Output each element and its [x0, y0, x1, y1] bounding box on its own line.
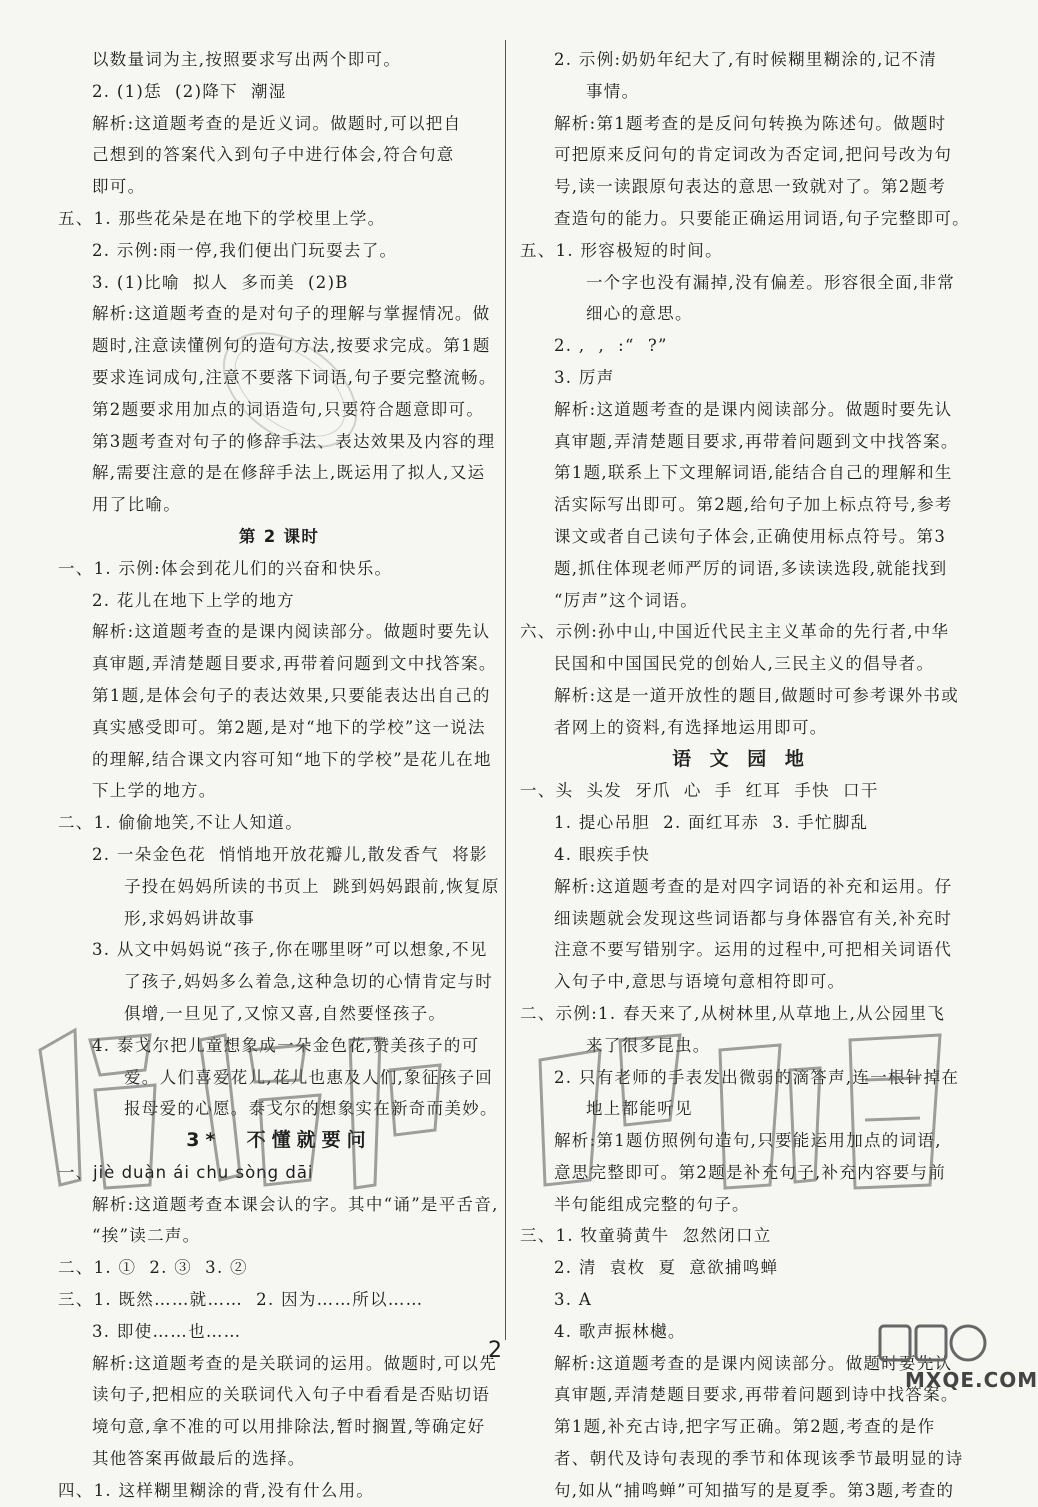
right-text-line: 一个字也没有漏掉,没有偏差。形容很全面,非常 [586, 272, 956, 292]
watermark-graphic-left [20, 1010, 460, 1195]
left-text-line: 了孩子,妈妈多么着急,这种急切的心情肯定与时 [124, 972, 494, 992]
left-text-line: 的理解,结合课文内容可知“地下的学校”是花儿在地 [92, 749, 492, 769]
left-text-line: 报母爱的心愿。泰戈尔的想象实在新奇而美妙。 [124, 1099, 498, 1119]
right-text-line: “厉声”这个词语。 [554, 590, 699, 610]
right-text-line: 第1题,联系上下文理解词语,能结合自己的理解和生 [554, 463, 953, 483]
left-column [58, 44, 500, 1507]
left-text-line: 真实感受即可。第2题,是对“地下的学校”这一说法 [92, 717, 486, 737]
left-text-line: 4. 泰戈尔把儿童想象成一朵金色花,赞美孩子的可 [92, 1035, 480, 1055]
right-text-line: 号,读一读跟原句表达的意思一致就对了。第2题考 [554, 177, 947, 197]
right-text-line: 者、朝代及诗句表现的季节和体现该季节最明显的诗 [554, 1449, 964, 1469]
right-text-line: 半句能组成完整的句子。 [554, 1194, 750, 1214]
right-text-line: 三、1. 牧童骑黄牛 忽然闭口立 [520, 1226, 772, 1246]
left-text-line: 三、1. 既然……就…… 2. 因为……所以…… [58, 1290, 424, 1310]
right-text-line: 解析:这道题考查的是对四字词语的补充和运用。仔 [554, 876, 953, 896]
left-text-line: 俱增,一旦见了,又惊又喜,自然要怪孩子。 [124, 1003, 447, 1023]
left-text-line: 解析:这道题考查的是近义词。做题时,可以把自 [92, 113, 462, 133]
left-text-line: 下上学的地方。 [92, 781, 217, 801]
column-divider [505, 40, 506, 1340]
right-text-line: 事情。 [586, 81, 640, 101]
right-text-line: 细心的意思。 [586, 304, 693, 324]
right-text-line: 1. 提心吊胆 2. 面红耳赤 3. 手忙脚乱 [554, 813, 869, 833]
right-text-line: 4. 眼疾手快 [554, 844, 651, 864]
left-text-line: 一、jiè duàn ái chu sòng dāi [58, 1162, 314, 1182]
left-text-line: 五、1. 那些花朵是在地下的学校里上学。 [58, 208, 386, 228]
logo-text: MXQE.COM [905, 1368, 1038, 1392]
left-text-line: 解析:这道题考查本课会认的字。其中“诵”是平舌音, [92, 1194, 499, 1214]
left-text-line: 真审题,弄清楚题目要求,再带着问题到文中找答案。 [92, 654, 497, 674]
left-text-line: 解析:这道题考查的是关联词的运用。做题时,可以先 [92, 1353, 498, 1373]
right-text-line: 2. 清 袁枚 夏 意欲捕鸣蝉 [554, 1258, 779, 1278]
right-text-line: 4. 歌声振林樾。 [554, 1321, 686, 1341]
left-text-line: 形,求妈妈讲故事 [124, 908, 256, 928]
right-text-line: 来了很多昆虫。 [586, 1035, 711, 1055]
left-text-line: 子投在妈妈所读的书页上 跳到妈妈跟前,恢复原 [124, 876, 500, 896]
left-text-line: 四、1. 这样糊里糊涂的背,没有什么用。 [58, 1480, 375, 1500]
left-text-line: 2. 花儿在地下上学的地方 [92, 590, 295, 610]
left-text-line: 第3题考查对句子的修辞手法、表达效果及内容的理 [92, 431, 496, 451]
left-text-line: 3. 即使……也…… [92, 1321, 242, 1341]
right-text-line: 细读题就会发现这些词语都与身体器官有关,补充时 [554, 908, 953, 928]
right-text-line: 二、示例:1. 春天来了,从树林里,从草地上,从公园里飞 [520, 1003, 946, 1023]
right-text-line: 入句子中,意思与语境句意相符即可。 [554, 972, 846, 992]
watermark-graphic-right [520, 1010, 960, 1195]
left-text-line: 解析:这道题考查的是课内阅读部分。做题时要先认 [92, 622, 491, 642]
right-text-line: 2. 只有老师的手表发出微弱的滴答声,连一根针掉在 [554, 1067, 960, 1087]
left-text-line: 题时,注意读懂例句的造句方法,按要求完成。第1题 [92, 336, 491, 356]
left-text-line: 即可。 [92, 177, 146, 197]
right-text-line: 句,如从“捕鸣蝉”可知描写的是夏季。第3题,考查的 [554, 1480, 955, 1500]
right-text-line: 解析:这道题考查的是课内阅读部分。做题时要先认 [554, 399, 953, 419]
right-text-line: 题,抓住体现老师严厉的词语,多读读选段,就能找到 [554, 558, 948, 578]
left-text-line: 2. 一朵金色花 悄悄地开放花瓣儿,散发香气 将影 [92, 844, 488, 864]
right-text-line: 课文或者自己读句子体会,正确使用标点符号。第3 [554, 526, 947, 546]
left-text-line: 要求连词成句,注意不要落下词语,句子要完整流畅。 [92, 367, 497, 387]
right-text-line: 可把原来反问句的肯定词改为否定词,把问号改为句 [554, 145, 953, 165]
left-text-line: 解,需要注意的是在修辞手法上,既运用了拟人,又运 [92, 463, 486, 483]
left-text-line: 用了比喻。 [92, 495, 181, 515]
right-text-line: 第1题,补充古诗,把字写正确。第2题,考查的是作 [554, 1417, 936, 1437]
right-text-line: 解析:第1题考查的是反问句转换为陈述句。做题时 [554, 113, 947, 133]
right-text-line: 查造句的能力。只要能正确运用词语,句子完整即可。 [554, 208, 970, 228]
right-text-line: 六、示例:孙中山,中国近代民主主义革命的先行者,中华 [520, 622, 950, 642]
left-text-line: 其他答案再做最后的选择。 [92, 1449, 306, 1469]
right-section-heading: 语 文 园 地 [672, 747, 810, 770]
page-number: 2 [488, 1338, 502, 1363]
left-text-line: 爱。人们喜爱花儿,花儿也惠及人们,象征孩子回 [124, 1067, 494, 1087]
right-text-line: 五、1. 形容极短的时间。 [520, 240, 723, 260]
left-section-heading: 3* 不懂就要问 [186, 1129, 372, 1152]
left-text-line: 解析:这道题考查的是对句子的理解与掌握情况。做 [92, 304, 491, 324]
left-text-line: 己想到的答案代入到句子中进行体会,符合句意 [92, 145, 455, 165]
left-text-line: “挨”读二声。 [92, 1226, 201, 1246]
right-text-line: 2. , , :“ ?” [554, 336, 668, 356]
left-text-line: 二、1. 偷偷地笑,不让人知道。 [58, 813, 304, 833]
right-text-line: 解析:第1题仿照例句造句,只要能运用加点的词语, [554, 1131, 942, 1151]
left-text-line: 境句意,拿不准的可以用排除法,暂时搁置,等确定好 [92, 1417, 486, 1437]
right-text-line: 注意不要写错别字。运用的过程中,可把相关词语代 [554, 940, 953, 960]
left-text-line: 读句子,把相应的关联词代入句子中看看是否贴切语 [92, 1385, 491, 1405]
right-text-line: 活实际写出即可。第2题,给句子加上标点符号,参考 [554, 495, 953, 515]
right-text-line: 解析:这是一道开放性的题目,做题时可参考课外书或 [554, 685, 960, 705]
left-text-line: 3. 从文中妈妈说“孩子,你在哪里呀”可以想象,不见 [92, 940, 488, 960]
right-text-line: 3. A [554, 1290, 593, 1310]
right-text-line: 者网上的资料,有选择地运用即可。 [554, 717, 828, 737]
left-text-line: 一、1. 示例:体会到花儿们的兴奋和快乐。 [58, 558, 393, 578]
right-text-line: 3. 厉声 [554, 367, 615, 387]
right-text-line: 2. 示例:奶奶年纪大了,有时候糊里糊涂的,记不清 [554, 50, 938, 69]
right-text-line: 一、头 头发 牙爪 心 手 红耳 手快 口干 [520, 781, 879, 801]
left-text-line: 3. (1)比喻 拟人 多而美 (2)B [92, 272, 349, 292]
right-text-line: 民国和中国国民党的创始人,三民主义的倡导者。 [554, 654, 935, 674]
right-text-line: 解析:这道题考查的是课内阅读部分。做题时要先认 [554, 1353, 953, 1373]
left-text-line: 以数量词为主,按照要求写出两个即可。 [92, 50, 402, 69]
left-text-line: 第1题,是体会句子的表达效果,只要能表达出自己的 [92, 685, 491, 705]
left-text-line: 二、1. ① 2. ③ 3. ② [58, 1258, 248, 1278]
left-text-line: 2. (1)恁 (2)降下 潮湿 [92, 81, 287, 101]
right-column [520, 44, 970, 1507]
right-text-line: 意思完整即可。第2题是补充句子,补充内容要与前 [554, 1162, 947, 1182]
right-text-line: 真审题,弄清楚题目要求,再带着问题到诗中找答案。 [554, 1385, 959, 1405]
right-text-line: 地上都能听见 [586, 1099, 693, 1119]
left-section-heading: 第 2 课时 [238, 526, 320, 546]
left-text-line: 第2题要求用加点的词语造句,只要符合题意即可。 [92, 399, 485, 419]
right-text-line: 真审题,弄清楚题目要求,再带着问题到文中找答案。 [554, 431, 959, 451]
left-text-line: 2. 示例:雨一停,我们便出门玩耍去了。 [92, 240, 398, 260]
